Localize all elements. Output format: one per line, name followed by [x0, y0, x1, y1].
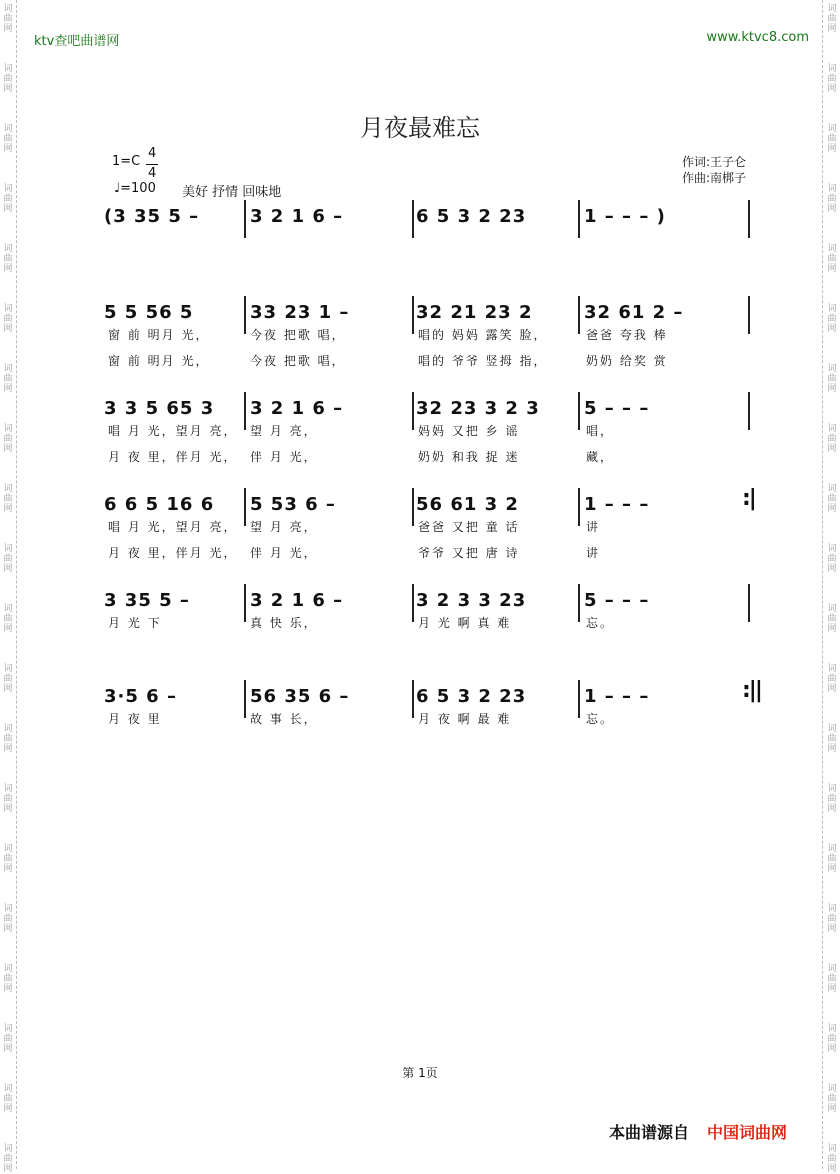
lyric-line: 伴 月 光，: [250, 546, 318, 560]
source-credit: [609, 1120, 787, 1143]
barline: [748, 392, 750, 430]
margin-watermark: 词 曲 网: [827, 64, 837, 94]
margin-watermark: 词 曲 网: [827, 604, 837, 634]
barline: [244, 200, 246, 238]
measure-notes: 1 – – –: [584, 494, 650, 515]
margin-watermark: 词 曲 网: [3, 304, 13, 334]
margin-watermark: 词 曲 网: [827, 784, 837, 814]
measure-notes: 5 – – –: [584, 590, 650, 611]
lyric-line: 月 夜 啊 最 难: [418, 712, 512, 726]
barline: [412, 584, 414, 622]
measure-notes: (3 35 5 –: [104, 206, 200, 227]
measure-notes: 5 5 56 5: [104, 302, 194, 323]
measure-notes: 6 5 3 2 23: [416, 206, 527, 227]
barline: [748, 200, 750, 238]
lyric-line: 月 夜 里，伴月 光，: [108, 546, 238, 560]
barline: [244, 680, 246, 718]
barline: [748, 296, 750, 334]
barline: [412, 488, 414, 526]
margin-watermark: 词 曲 网: [3, 1024, 13, 1054]
lyric-line: 望 月 亮，: [250, 520, 318, 534]
measure-notes: 6 6 5 16 6: [104, 494, 215, 515]
margin-watermark: 词 曲 网: [827, 304, 837, 334]
barline: [244, 584, 246, 622]
margin-watermark: 词 曲 网: [3, 904, 13, 934]
measure-notes: 3 2 3 3 23: [416, 590, 527, 611]
barline: [578, 488, 580, 526]
lyric-line: 奶奶 和我 捉 迷: [418, 450, 520, 464]
barline: [748, 584, 750, 622]
repeat-end-sign: :|: [742, 486, 755, 511]
lyric-line: 忘。: [586, 712, 615, 726]
margin-watermark: 词 曲 网: [3, 784, 13, 814]
margin-watermark: 词 曲 网: [827, 544, 837, 574]
margin-watermark: 词 曲 网: [3, 484, 13, 514]
barline: [412, 392, 414, 430]
margin-watermark: 词 曲 网: [827, 184, 837, 214]
staff-row: [98, 302, 758, 368]
measure-notes: 5 – – –: [584, 398, 650, 419]
measure-notes: 1 – – – ): [584, 206, 666, 227]
measure-notes: 3 2 1 6 –: [250, 206, 344, 227]
measure-notes: 32 21 23 2: [416, 302, 533, 323]
margin-watermark: 词 曲 网: [3, 364, 13, 394]
lyric-line: 唱的 爷爷 竖拇 指，: [418, 354, 548, 368]
barline: [412, 680, 414, 718]
measure-notes: 3 3 5 65 3: [104, 398, 215, 419]
time-signature-denominator: 4: [148, 166, 157, 181]
barline: [244, 296, 246, 334]
time-signature-numerator: 4: [148, 146, 157, 161]
margin-watermark: 词 曲 网: [827, 664, 837, 694]
staff-row: [98, 590, 758, 630]
barline: [578, 296, 580, 334]
margin-watermark: 词 曲 网: [827, 844, 837, 874]
lyric-line: 唱 月 光，望月 亮，: [108, 424, 238, 438]
staff-row: [98, 398, 758, 464]
margin-watermark: 词 曲 网: [3, 964, 13, 994]
site-url-right[interactable]: www.ktvc8.com: [706, 30, 809, 45]
margin-watermark: 词 曲 网: [827, 1144, 837, 1174]
barline: [412, 296, 414, 334]
measure-notes: 3 2 1 6 –: [250, 398, 344, 419]
lyric-line: 讲: [586, 520, 601, 534]
staff-row: [98, 678, 761, 726]
lyric-line: 月 光 下: [108, 616, 162, 630]
composer-credit: 作曲:南梆子: [682, 171, 747, 185]
measure-notes: 3·5 6 –: [104, 686, 177, 707]
margin-watermark: 词 曲 网: [827, 424, 837, 454]
measure-notes: 3 35 5 –: [104, 590, 190, 611]
margin-watermark: 词 曲 网: [827, 4, 837, 34]
margin-watermark: 词 曲 网: [827, 724, 837, 754]
margin-watermark: 词 曲 网: [827, 904, 837, 934]
lyric-line: 真 快 乐，: [250, 616, 318, 630]
margin-watermark: 词 曲 网: [827, 1024, 837, 1054]
barline: [578, 200, 580, 238]
key-signature: 1=C: [112, 154, 141, 169]
barline: [412, 200, 414, 238]
site-name-left[interactable]: ktv查吧曲谱网: [34, 34, 120, 49]
measure-notes: 5 53 6 –: [250, 494, 336, 515]
lyric-line: 月 夜 里，伴月 光，: [108, 450, 238, 464]
source-site-link[interactable]: 中国词曲网: [707, 1123, 788, 1142]
margin-watermark: 词 曲 网: [3, 724, 13, 754]
lyric-line: 唱，: [586, 424, 615, 438]
lyric-line: 伴 月 光，: [250, 450, 318, 464]
measure-notes: 56 61 3 2: [416, 494, 519, 515]
lyric-line: 藏，: [586, 450, 615, 464]
barline: [578, 680, 580, 718]
margin-watermark: 词 曲 网: [827, 484, 837, 514]
measure-notes: 56 35 6 –: [250, 686, 350, 707]
margin-watermark: 词 曲 网: [3, 4, 13, 34]
lyric-line: 爷爷 又把 唐 诗: [418, 546, 520, 560]
margin-watermark: 词 曲 网: [3, 664, 13, 694]
page-number: 第 1页: [402, 1066, 438, 1080]
song-title: 月夜最难忘: [360, 114, 480, 142]
margin-watermark: 词 曲 网: [3, 604, 13, 634]
lyric-line: 唱的 妈妈 露笑 脸，: [418, 328, 548, 342]
tempo-mark: ♩=100: [114, 181, 156, 196]
margin-watermark: 词 曲 网: [3, 244, 13, 274]
margin-watermark: 词 曲 网: [827, 364, 837, 394]
margin-watermark: 词 曲 网: [827, 244, 837, 274]
margin-watermark: 词 曲 网: [3, 184, 13, 214]
lyric-line: 讲: [586, 546, 601, 560]
lyric-line: 唱 月 光，望月 亮，: [108, 520, 238, 534]
lyric-line: 窗 前 明月 光，: [108, 328, 210, 342]
margin-watermark: 词 曲 网: [3, 544, 13, 574]
margin-watermark: 词 曲 网: [3, 64, 13, 94]
margin-watermark: 词 曲 网: [3, 1144, 13, 1174]
margin-watermark: 词 曲 网: [827, 964, 837, 994]
lyric-line: 今夜 把歌 唱，: [250, 328, 346, 342]
lyric-line: 爸爸 又把 童 话: [418, 520, 520, 534]
margin-watermark: 词 曲 网: [3, 424, 13, 454]
lyric-line: 月 夜 里: [108, 712, 162, 726]
barline: [244, 488, 246, 526]
measure-notes: 32 61 2 –: [584, 302, 684, 323]
margin-watermark: 词 曲 网: [3, 1084, 13, 1114]
margin-watermark: 词 曲 网: [3, 844, 13, 874]
lyric-line: 故 事 长，: [250, 712, 318, 726]
staff-row: [98, 486, 758, 560]
lyric-line: 妈妈 又把 乡 谣: [418, 424, 520, 438]
staff-row: [98, 206, 758, 246]
time-signature-line: [146, 164, 158, 165]
measure-notes: 32 23 3 2 3: [416, 398, 540, 419]
barline: [244, 392, 246, 430]
lyricist-credit: 作词:王子仑: [682, 155, 747, 169]
margin-watermark: 词 曲 网: [3, 124, 13, 154]
lyric-line: 爸爸 夸我 棒: [586, 328, 668, 342]
measure-notes: 3 2 1 6 –: [250, 590, 344, 611]
margin-watermark: 词 曲 网: [827, 124, 837, 154]
lyric-line: 窗 前 明月 光，: [108, 354, 210, 368]
lyric-line: 月 光 啊 真 难: [418, 616, 512, 630]
measure-notes: 6 5 3 2 23: [416, 686, 527, 707]
barline: [578, 392, 580, 430]
lyric-line: 望 月 亮，: [250, 424, 318, 438]
expression-mark: 美好 抒情 回味地: [182, 185, 282, 200]
margin-watermark: 词 曲 网: [827, 1084, 837, 1114]
lyric-line: 奶奶 给奖 赏: [586, 354, 668, 368]
measure-notes: 33 23 1 –: [250, 302, 350, 323]
final-repeat-sign: :||: [742, 678, 761, 703]
barline: [578, 584, 580, 622]
measure-notes: 1 – – –: [584, 686, 650, 707]
lyric-line: 今夜 把歌 唱，: [250, 354, 346, 368]
source-label: 本曲谱源自: [609, 1123, 690, 1142]
lyric-line: 忘。: [586, 616, 615, 630]
